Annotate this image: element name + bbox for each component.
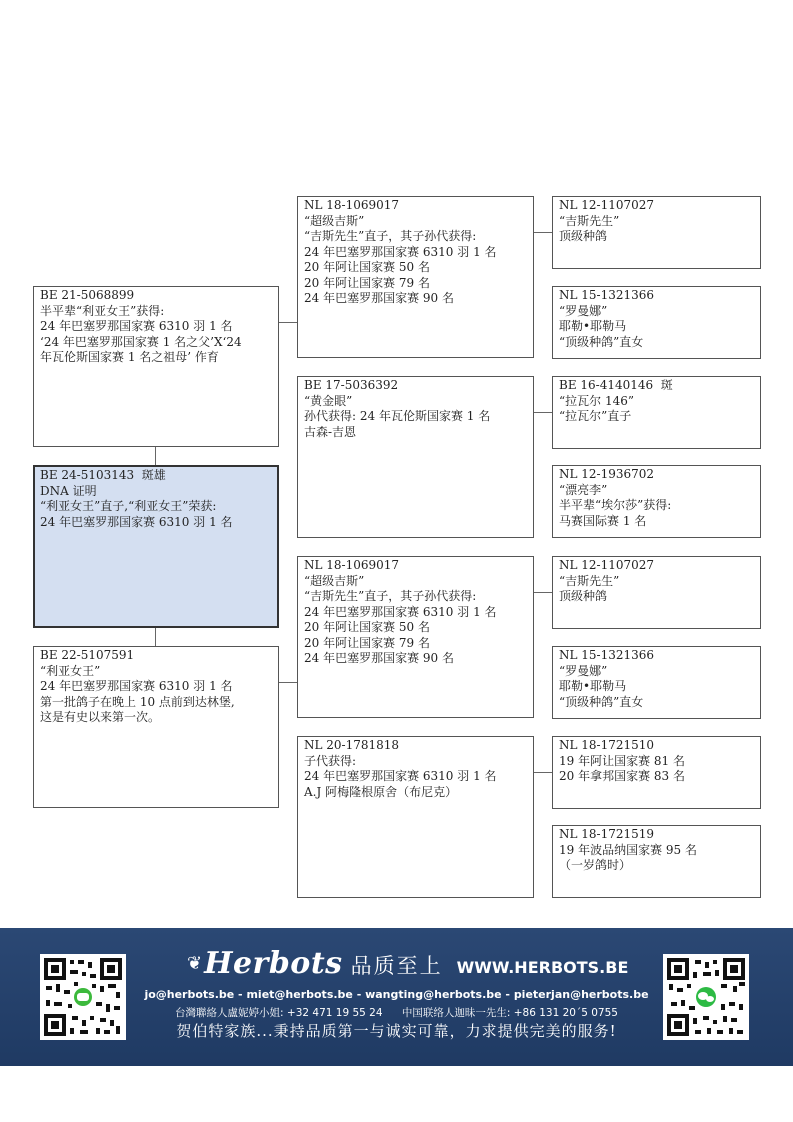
- pedigree-line: “罗曼娜”: [559, 303, 608, 318]
- pedigree-line: “漂亮李”: [559, 482, 608, 497]
- pedigree-line: “顶级种鸽”直女: [559, 694, 644, 709]
- pedigree-line: NL 20-1781818: [304, 738, 400, 752]
- pedigree-line: “吉斯先生”: [559, 573, 620, 588]
- pedigree-line: BE 16-4140146 斑: [559, 378, 673, 392]
- great-grandparent-box-7: [552, 736, 761, 809]
- pedigree-line: BE 24-5103143 斑雄: [40, 468, 166, 482]
- pedigree-line: “黄金眼”: [304, 393, 353, 408]
- contact-china: 中国联络人迦昧一先生: +86 131 20´5 0755: [401, 1007, 618, 1019]
- pedigree-line: 子代获得:: [304, 753, 357, 768]
- pedigree-line: 20 年阿让国家赛 50 名: [304, 620, 430, 634]
- pedigree-line: 19 年阿让国家赛 81 名: [559, 753, 685, 768]
- connector: [278, 322, 297, 323]
- pedigree-line: 第一批鸽子在晚上 10 点前到达林堡,: [40, 694, 235, 709]
- pedigree-line: 20 年拿邦国家赛 83 名: [559, 769, 685, 783]
- subject-box: [33, 465, 279, 628]
- pedigree-line: （一岁鸽时）: [559, 858, 632, 872]
- connector: [533, 592, 552, 593]
- pedigree-line: NL 15-1321366: [559, 288, 655, 302]
- connector: [155, 627, 156, 646]
- pedigree-line: NL 12-1936702: [559, 467, 655, 481]
- pedigree-line: “利亚女王”: [40, 663, 101, 678]
- pedigree-line: 马赛国际赛 1 名: [559, 513, 647, 528]
- pedigree-line: A.J 阿梅隆根原舍（布尼克）: [304, 784, 458, 799]
- pedigree-line: 耶勒•耶勒马: [559, 319, 627, 333]
- sire-box: [33, 286, 279, 447]
- great-grandparent-box-4: [552, 465, 761, 538]
- great-grandparent-box-6: [552, 646, 761, 719]
- pedigree-line: “超级吉斯”: [304, 573, 365, 588]
- dam-box: [33, 646, 279, 808]
- pedigree-line: “拉瓦尔 146”: [559, 393, 634, 408]
- dam-sire-box: [297, 556, 534, 718]
- pedigree-line: BE 17-5036392: [304, 378, 399, 392]
- pedigree-line: BE 21-5068899: [40, 288, 135, 302]
- great-grandparent-box-3: [552, 376, 761, 449]
- pedigree-line: 半平辈“利亚女王”获得:: [40, 303, 165, 318]
- connector: [533, 772, 552, 773]
- footer-banner: [0, 928, 793, 1066]
- dam-dam-box: [297, 736, 534, 898]
- pedigree-line: 24 年巴塞罗那国家赛 6310 羽 1 名: [304, 244, 497, 259]
- pedigree-line: NL 15-1321366: [559, 648, 655, 662]
- slogan: 品质至上: [350, 954, 443, 978]
- pedigree-line: 24 年巴塞罗那国家赛 6310 羽 1 名: [304, 604, 497, 619]
- pedigree-line: 年瓦伦斯国家赛 1 名之祖母’ 作育: [40, 350, 219, 364]
- herbots-logo: Herbots: [204, 946, 343, 981]
- pedigree-line: NL 12-1107027: [559, 558, 655, 572]
- sire-sire-box: [297, 196, 534, 358]
- pedigree-line: ‘24 年巴塞罗那国家赛 1 名之父’X‘24: [40, 334, 242, 349]
- great-grandparent-box-2: [552, 286, 761, 359]
- pedigree-line: 耶勒•耶勒马: [559, 679, 627, 693]
- pedigree-line: 这是有史以来第一次。: [40, 710, 161, 724]
- pedigree-line: BE 22-5107591: [40, 648, 135, 662]
- great-grandparent-box-8: [552, 825, 761, 898]
- pedigree-line: NL 18-1069017: [304, 558, 400, 572]
- pedigree-line: 顶级种鸽: [559, 589, 608, 603]
- pedigree-line: “吉斯先生”直子，其子孙代获得:: [304, 229, 477, 243]
- pedigree-line: 24 年巴塞罗那国家赛 6310 羽 1 名: [40, 679, 233, 693]
- sire-dam-box: [297, 376, 534, 538]
- pedigree-line: “超级吉斯”: [304, 213, 365, 228]
- great-grandparent-box-5: [552, 556, 761, 629]
- pedigree-line: NL 18-1721519: [559, 827, 655, 841]
- connector: [533, 412, 552, 413]
- pedigree-line: 半平辈“埃尔莎”获得:: [559, 498, 672, 512]
- pedigree-line: NL 12-1107027: [559, 198, 655, 212]
- pedigree-line: 20 年阿让国家赛 50 名: [304, 260, 430, 274]
- pedigree-line: 24 年巴塞罗那国家赛 90 名: [304, 651, 454, 665]
- pedigree-line: 24 年巴塞罗那国家赛 6310 羽 1 名: [304, 769, 497, 783]
- pedigree-line: “顶级种鸽”直女: [559, 334, 644, 349]
- pedigree-line: 古森-吉恩: [304, 424, 357, 439]
- pedigree-line: DNA 证明: [40, 483, 97, 498]
- motto: 贺伯特家族...秉持品质第一与诚实可靠，力求提供完美的服务!: [176, 1022, 617, 1040]
- pedigree-line: “拉瓦尔”直子: [559, 409, 632, 423]
- connector: [278, 682, 297, 683]
- brand-header: [187, 946, 628, 981]
- pedigree-line: 24 年巴塞罗那国家赛 90 名: [304, 291, 454, 305]
- email-list[interactable]: jo@herbots.be - miet@herbots.be - wangting@herbots.be - pieterjan@herbots.be: [144, 988, 649, 1001]
- website-link[interactable]: WWW.HERBOTS.BE: [456, 958, 629, 977]
- contact-taiwan: 台灣聯絡人盧妮婷小姐: +32 471 19 55 24: [175, 1007, 383, 1019]
- pedigree-line: 24 年巴塞罗那国家赛 6310 羽 1 名: [40, 319, 233, 333]
- pedigree-line: “罗曼娜”: [559, 663, 608, 678]
- pedigree-line: “利亚女王”直子,“利亚女王”荣获:: [40, 499, 217, 513]
- great-grandparent-box-1: [552, 196, 761, 269]
- wing-icon: ❦: [187, 953, 203, 974]
- pedigree-line: 20 年阿让国家赛 79 名: [304, 275, 430, 290]
- pedigree-line: 顶级种鸽: [559, 229, 608, 243]
- pedigree-line: 19 年波品纳国家赛 95 名: [559, 842, 697, 857]
- pedigree-line: NL 18-1721510: [559, 738, 655, 752]
- pedigree-line: 24 年巴塞罗那国家赛 6310 羽 1 名: [40, 514, 233, 529]
- qr-code-wechat-icon[interactable]: [663, 954, 749, 1040]
- pedigree-line: “吉斯先生”直子，其子孙代获得:: [304, 589, 477, 603]
- pedigree-line: 20 年阿让国家赛 79 名: [304, 635, 430, 650]
- pedigree-line: 孙代获得: 24 年瓦伦斯国家赛 1 名: [304, 409, 491, 423]
- pedigree-line: “吉斯先生”: [559, 213, 620, 228]
- connector: [533, 232, 552, 233]
- connector: [155, 446, 156, 465]
- pedigree-line: NL 18-1069017: [304, 198, 400, 212]
